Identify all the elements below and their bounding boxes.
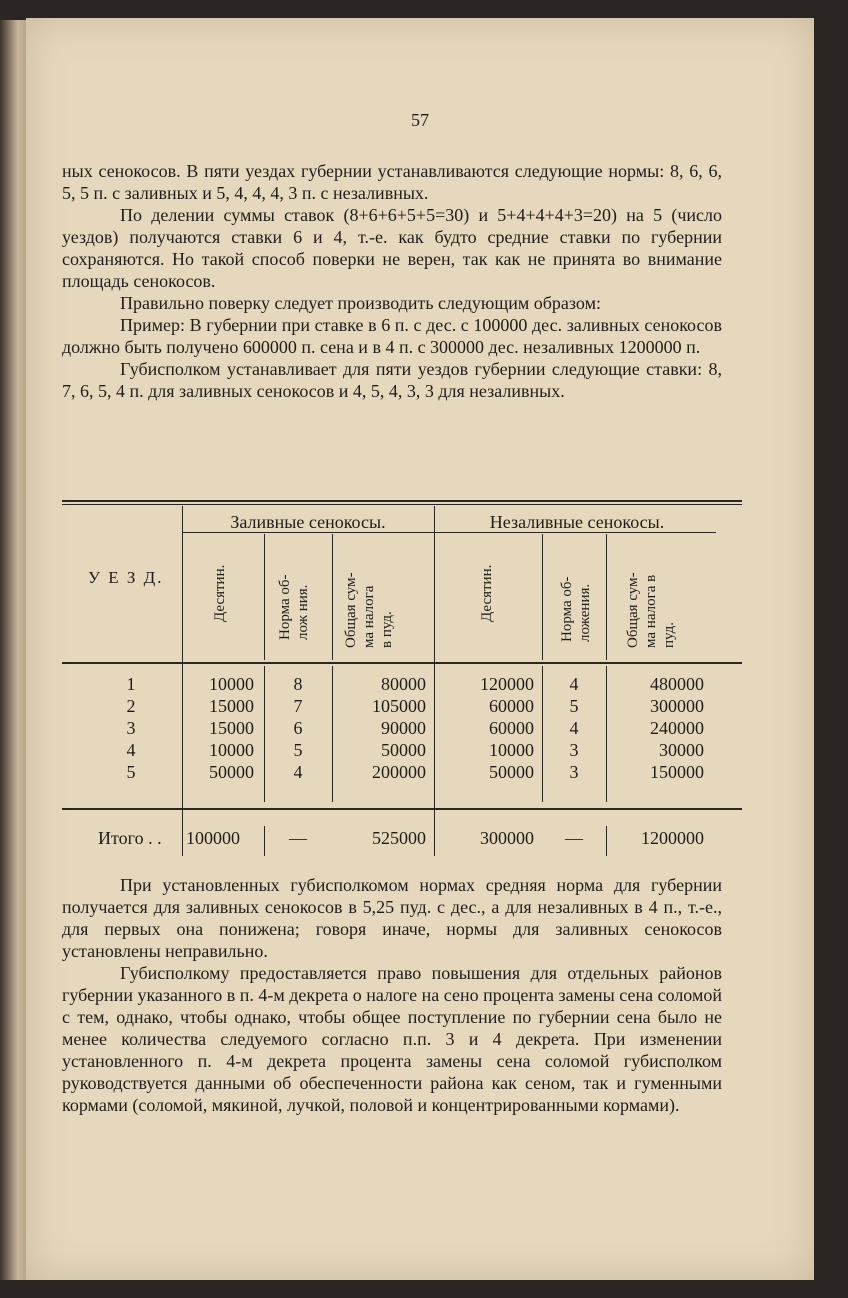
col-divider xyxy=(542,534,543,660)
group-header-nonflooded: Незаливные сенокосы. xyxy=(489,512,665,532)
cell-norm: 5 xyxy=(293,740,303,760)
book-spine xyxy=(0,20,26,1280)
header-bottom-rule xyxy=(62,662,742,664)
paragraph: При установленных губисполкомом нормах средняя норма для губернии получается для заливных сенокосов в 5,25 пуд. с дес., а для незаливных в 4 п., т.-е., для первых она понижена; говоря иначе, нормы для заливных сенокосов установлены неправильно. xyxy=(62,875,722,961)
col-divider xyxy=(332,534,333,660)
col-header-total xyxy=(624,572,678,648)
cell-norm: 8 xyxy=(293,674,303,694)
row-number: 2 xyxy=(126,696,136,716)
header-line: лож ния. xyxy=(295,584,311,640)
col-header-norm xyxy=(276,574,312,640)
header-line: ложения. xyxy=(577,583,593,642)
group-header-flooded: Заливные сенокосы. xyxy=(230,512,386,532)
table-row xyxy=(26,762,814,784)
cell-total: 30000 xyxy=(659,740,704,760)
header-line: ма налога в xyxy=(643,574,659,648)
table-top-rule xyxy=(62,500,742,502)
row-number: 4 xyxy=(126,740,136,760)
cell-norm: 4 xyxy=(569,718,579,738)
paragraph: Губисполкому предоставляется право повышения для отдельных районов губернии указанного в п. 4-м декрета о налоге на сено процента замены сена соломой с тем, однако, чтобы однако, чтобы общее поступление по губернии сена было не менее количества следуемого согласно п.п. 3 и 4 декрета. При изменении установленного п. 4-м декрета процента замены сена соломой губисполком руководствуется данными об обеспеченности района как сеном, так и гуменными кормами (соломой, мякиной, лучкой, половой и концентрированными кормами). xyxy=(62,963,722,1115)
table-row xyxy=(26,740,814,762)
cell-total: 80000 xyxy=(381,674,426,694)
header-line: ма налога xyxy=(361,585,377,648)
total-norm: — xyxy=(289,828,307,848)
table-row xyxy=(26,696,814,718)
cell-norm: 5 xyxy=(569,696,579,716)
cell-desyatin: 15000 xyxy=(209,718,254,738)
paragraph: Пример: В губернии при ставке в 6 п. с дес. с 100000 дес. заливных сенокосов должно быть получено 600000 п. сена и в 4 п. с 300000 дес. незаливных 1200000 п. xyxy=(62,315,722,357)
page-number: 57 xyxy=(411,110,429,130)
cell-desyatin: 10000 xyxy=(209,740,254,760)
cell-desyatin: 15000 xyxy=(209,696,254,716)
col-header-desyatin: Десятин. xyxy=(212,564,228,622)
cell-total: 90000 xyxy=(381,718,426,738)
header-line: в пуд. xyxy=(379,611,395,648)
cell-norm: 6 xyxy=(293,718,303,738)
total-norm: — xyxy=(565,828,583,848)
total-desyatin: 300000 xyxy=(480,828,534,848)
col-header-total xyxy=(342,572,396,648)
cell-norm: 7 xyxy=(293,696,303,716)
paragraph: ных сенокосов. В пяти уездах губернии устанавливаются следующие нормы: 8, 6, 6, 5, 5 п. с заливных и 5, 4, 4, 4, 3 п. с незаливных. xyxy=(62,161,722,203)
col-header-desyatin: Десятин. xyxy=(479,564,495,622)
paragraph: Губисполком устанавливает для пяти уездов губернии следующие ставки: 8, 7, 6, 5, 4 п. для заливных сенокосов и 4, 5, 4, 3, 3 для незаливных. xyxy=(62,359,722,401)
stub-header: У Е З Д. xyxy=(88,568,164,587)
total-sum: 1200000 xyxy=(641,828,704,848)
total-top-rule xyxy=(62,808,742,810)
col-header-norm xyxy=(558,576,594,642)
total-desyatin: 100000 xyxy=(186,828,240,848)
cell-desyatin: 10000 xyxy=(209,674,254,694)
header-line: Норма об- xyxy=(559,576,575,642)
row-number: 3 xyxy=(126,718,136,738)
book-page xyxy=(26,18,814,1280)
cell-total: 105000 xyxy=(372,696,426,716)
total-row xyxy=(26,828,814,852)
col-divider xyxy=(606,534,607,660)
cell-norm: 3 xyxy=(569,740,579,760)
text-block-top xyxy=(62,160,722,402)
header-line: Общая сум- xyxy=(625,572,641,648)
table-row xyxy=(26,674,814,696)
text-block-bottom xyxy=(62,874,722,1116)
paragraph: По делении суммы ставок (8+6+6+5+5=30) и 5+4+4+4+3=20) на 5 (число уездов) получаются ставки 6 и 4, т.-е. как будто средние ставки по губернии сохраняются. Но такой способ поверки не верен, так как не принята во внимание площадь сенокосов. xyxy=(62,205,722,291)
cell-total: 300000 xyxy=(650,696,704,716)
table-row xyxy=(26,718,814,740)
cell-desyatin: 10000 xyxy=(489,740,534,760)
cell-desyatin: 50000 xyxy=(209,762,254,782)
cell-total: 150000 xyxy=(650,762,704,782)
cell-total: 50000 xyxy=(381,740,426,760)
cell-norm: 4 xyxy=(293,762,303,782)
cell-desyatin: 60000 xyxy=(489,696,534,716)
total-sum: 525000 xyxy=(372,828,426,848)
cell-total: 200000 xyxy=(372,762,426,782)
cell-total: 240000 xyxy=(650,718,704,738)
paragraph: Правильно поверку следует производить следующим образом: xyxy=(120,293,601,313)
header-line: пуд. xyxy=(661,622,677,648)
total-label: Итого . . xyxy=(98,828,162,848)
header-line: Норма об- xyxy=(277,574,293,640)
cell-norm: 4 xyxy=(569,674,579,694)
col-divider xyxy=(264,534,265,660)
cell-desyatin: 60000 xyxy=(489,718,534,738)
cell-norm: 3 xyxy=(569,762,579,782)
row-number: 1 xyxy=(126,674,136,694)
cell-desyatin: 120000 xyxy=(480,674,534,694)
table-top-rule-thin xyxy=(62,504,742,505)
cell-desyatin: 50000 xyxy=(489,762,534,782)
header-line: Общая сум- xyxy=(343,572,359,648)
cell-total: 480000 xyxy=(650,674,704,694)
row-number: 5 xyxy=(126,762,136,782)
